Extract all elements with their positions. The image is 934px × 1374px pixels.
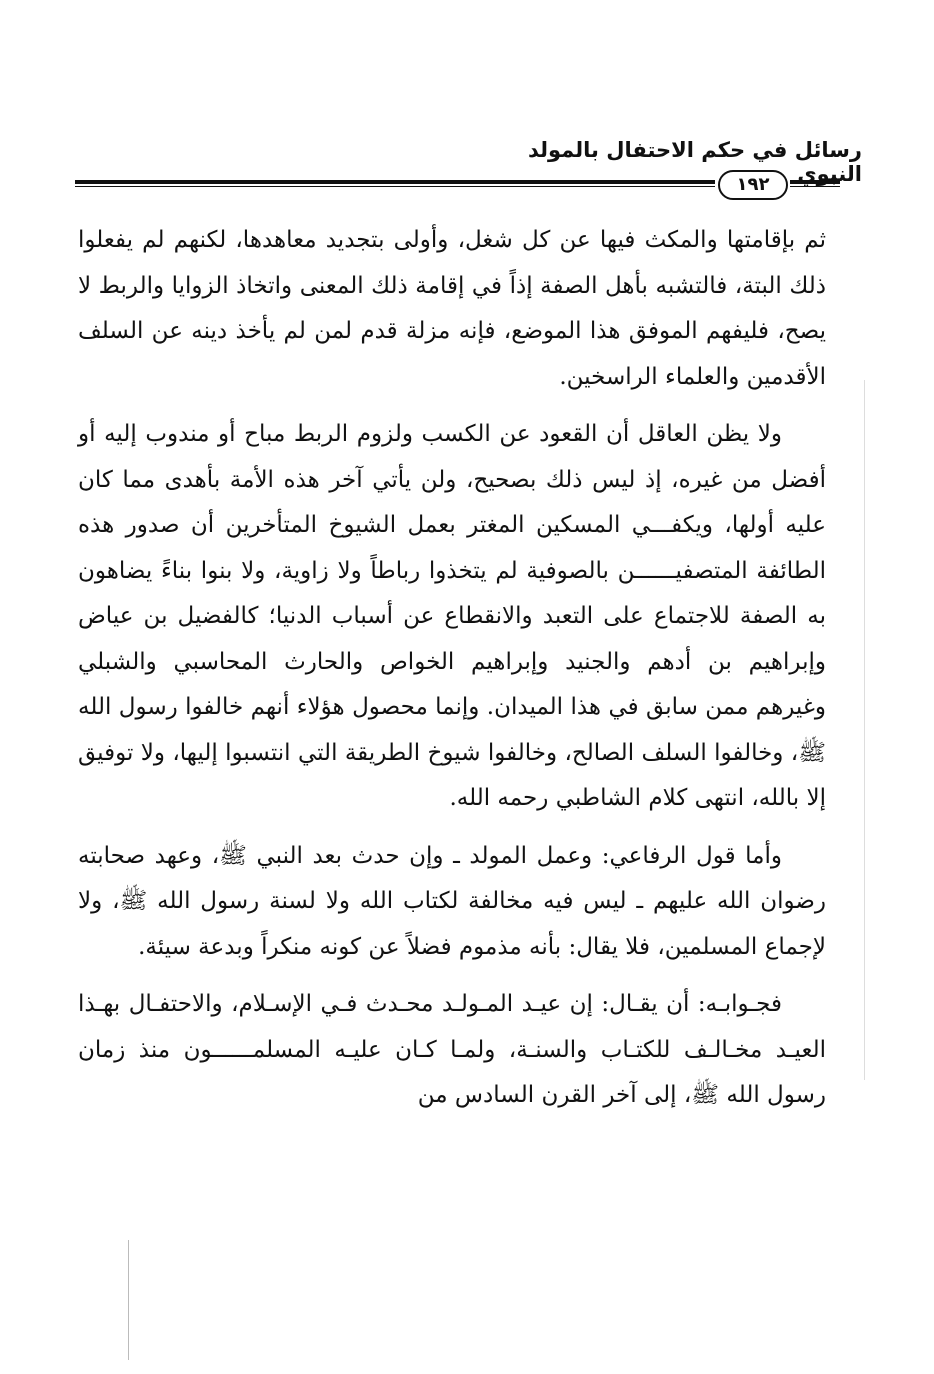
header-rule-right: [790, 180, 840, 187]
paragraph-2: ولا يظن العاقل أن القعود عن الكسب ولزوم الربط مباح أو مندوب إليه أو أفضل من غيره، إذ ليس ذلك بصحيح، ولن يأتي آخر هذه الأمة بأهدى مما كان عليه أولها، ويكفـــي المسكين المغتر بعمل الشيوخ المتأخرين أن صدور هذه الطائفة المتصفيــــــن بالصوفية لم يتخذوا رباطاً ولا زاوية، ولا بنوا بناءً يضاهون به الصفة للاجتماع على التعبد والانقطاع عن أسباب الدنيا؛ كالفضيل بن عياض وإبراهيم بن أدهم والجنيد وإبراهيم الخواص والحارث المحاسبي والشبلي وغيرهم ممن سابق في هذا الميدان. وإنما محصول هؤلاء أنهم خالفوا رسول الله ﷺ، وخالفوا السلف الصالح، وخالفوا شيوخ الطريقة التي انتسبوا إليها، ولا توفيق إلا بالله، انتهى كلام الشاطبي رحمه الله.: [78, 421, 826, 811]
paragraph-3: وأما قول الرفاعي: وعمل المولد ـ وإن حدث بعد النبي ﷺ، وعهد صحابته رضوان الله عليهم ـ ليس فيه مخالفة لكتاب الله ولا لسنة رسول الله ﷺ، ولا لإجماع المسلمين، فلا يقال: بأنه مذموم فضلاً عن كونه منكراً وبدعة سيئة.: [78, 842, 826, 960]
paragraph-1: ثم بإقامتها والمكث فيها عن كل شغل، وأولى بتجديد معاهدها، لكنهم لم يفعلوا ذلك البتة، فالتشبه بأهل الصفة إذاً في إقامة ذلك المعنى واتخاذ الزوايا والربط لا يصح، فليفهم الموفق هذا الموضع، فإنه مزلة قدم لمن لم يأخذ دينه عن السلف الأقدمين والعلماء الراسخين.: [78, 227, 826, 390]
scan-artifact-line: [128, 1240, 129, 1360]
body-text: [78, 218, 826, 1131]
header-rule-left: [75, 180, 715, 187]
page-number-badge: ١٩٢: [718, 170, 788, 200]
paragraph-4: فجـوابـه: أن يقـال: إن عيـد المـولـد محـدث فـي الإسـلام، والاحتفـال بهـذا العيـد مخـالـف للكتـاب والسنـة، ولمـا كـان عليـه المسلمــــــون منذ زمان رسول الله ﷺ، إلى آخر القرن السادس من: [78, 991, 826, 1108]
scan-artifact-line: [864, 380, 865, 1080]
running-title: رسائل في حكم الاحتفال بالمولد النبوي: [528, 138, 862, 186]
